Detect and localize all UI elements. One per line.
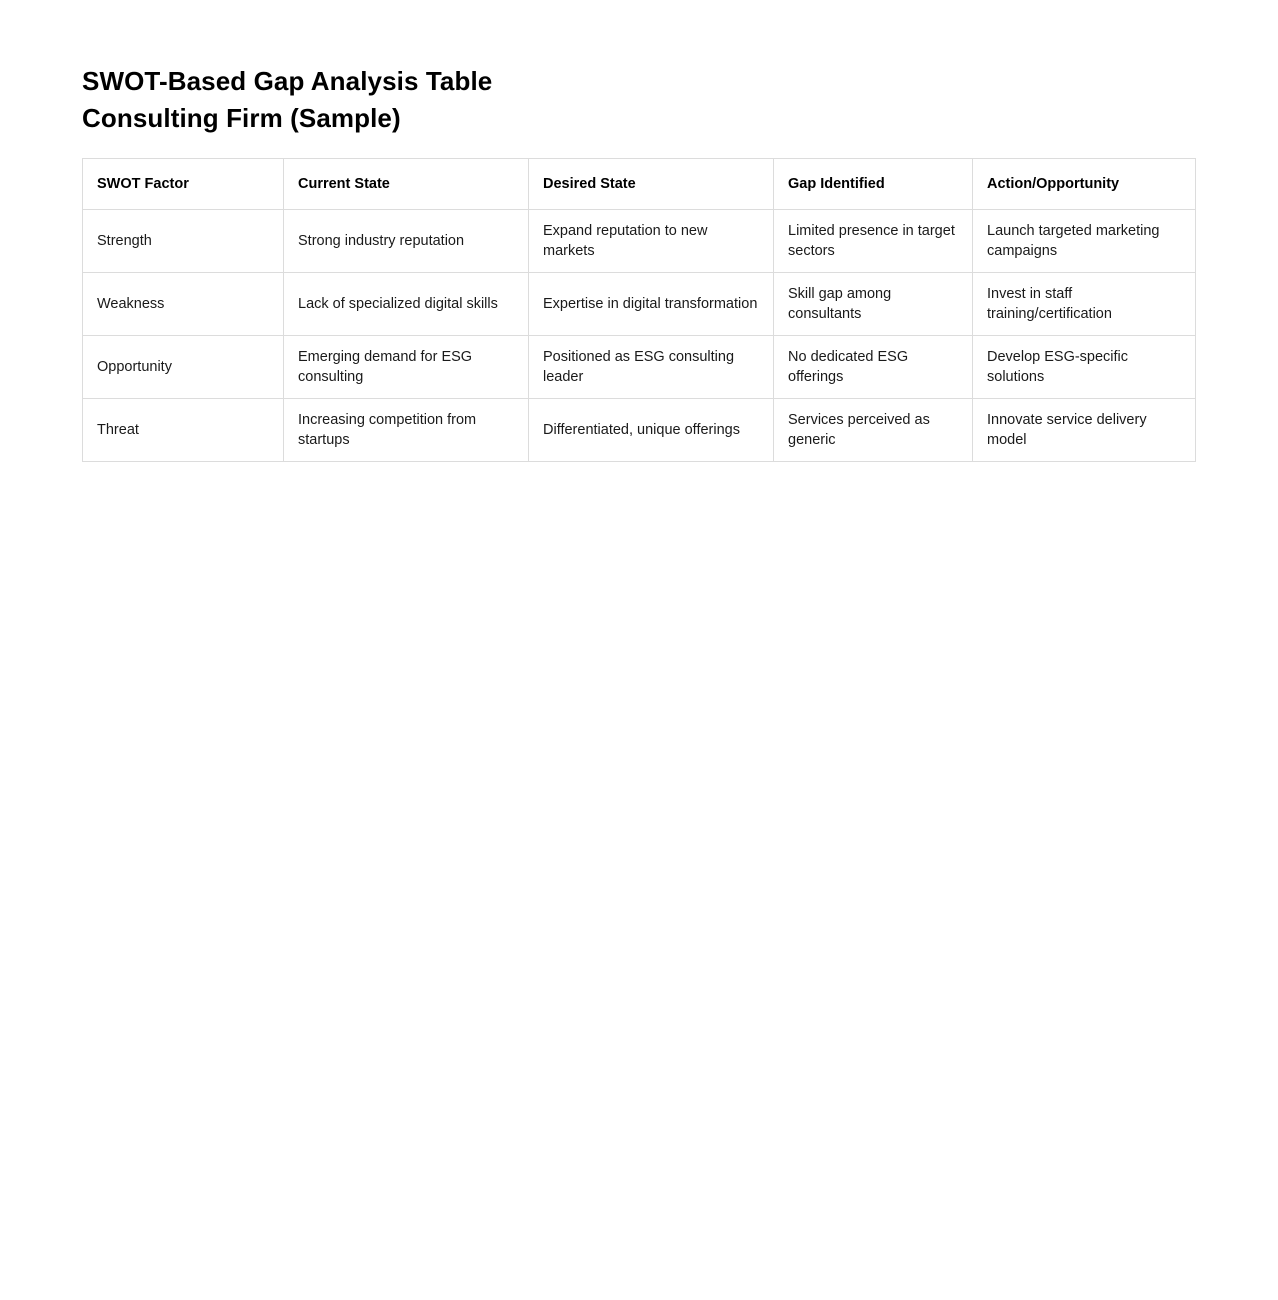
table-row: [83, 273, 1196, 336]
swot-gap-analysis-table: [82, 158, 1196, 462]
cell-gap-identified: Services perceived as generic: [774, 399, 973, 462]
column-header-current-state: Current State: [284, 159, 529, 210]
cell-current-state: Increasing competition from startups: [284, 399, 529, 462]
cell-desired-state: Positioned as ESG consulting leader: [529, 336, 774, 399]
column-header-swot-factor: SWOT Factor: [83, 159, 284, 210]
table-body: [83, 210, 1196, 462]
cell-gap-identified: Limited presence in target sectors: [774, 210, 973, 273]
cell-action-opportunity: Develop ESG-specific solutions: [973, 336, 1196, 399]
cell-current-state: Emerging demand for ESG consulting: [284, 336, 529, 399]
cell-gap-identified: No dedicated ESG offerings: [774, 336, 973, 399]
cell-action-opportunity: Invest in staff training/certification: [973, 273, 1196, 336]
table-header: [83, 159, 1196, 210]
cell-current-state: Strong industry reputation: [284, 210, 529, 273]
column-header-gap-identified: Gap Identified: [774, 159, 973, 210]
cell-desired-state: Expand reputation to new markets: [529, 210, 774, 273]
page-title: [82, 63, 492, 137]
cell-desired-state: Differentiated, unique offerings: [529, 399, 774, 462]
table-row: [83, 336, 1196, 399]
cell-action-opportunity: Innovate service delivery model: [973, 399, 1196, 462]
cell-swot-factor: Weakness: [83, 273, 284, 336]
page-title-line-1: SWOT-Based Gap Analysis Table: [82, 66, 493, 97]
cell-current-state: Lack of specialized digital skills: [284, 273, 529, 336]
swot-gap-analysis-table-container: [82, 158, 1195, 462]
cell-desired-state: Expertise in digital transformation: [529, 273, 774, 336]
column-header-action-opportunity: Action/Opportunity: [973, 159, 1196, 210]
page-title-line-2: Consulting Firm (Sample): [82, 103, 401, 134]
table-row: [83, 210, 1196, 273]
cell-gap-identified: Skill gap among consultants: [774, 273, 973, 336]
column-header-desired-state: Desired State: [529, 159, 774, 210]
table-header-row: [83, 159, 1196, 210]
cell-swot-factor: Strength: [83, 210, 284, 273]
table-row: [83, 399, 1196, 462]
cell-swot-factor: Opportunity: [83, 336, 284, 399]
cell-swot-factor: Threat: [83, 399, 284, 462]
cell-action-opportunity: Launch targeted marketing campaigns: [973, 210, 1196, 273]
